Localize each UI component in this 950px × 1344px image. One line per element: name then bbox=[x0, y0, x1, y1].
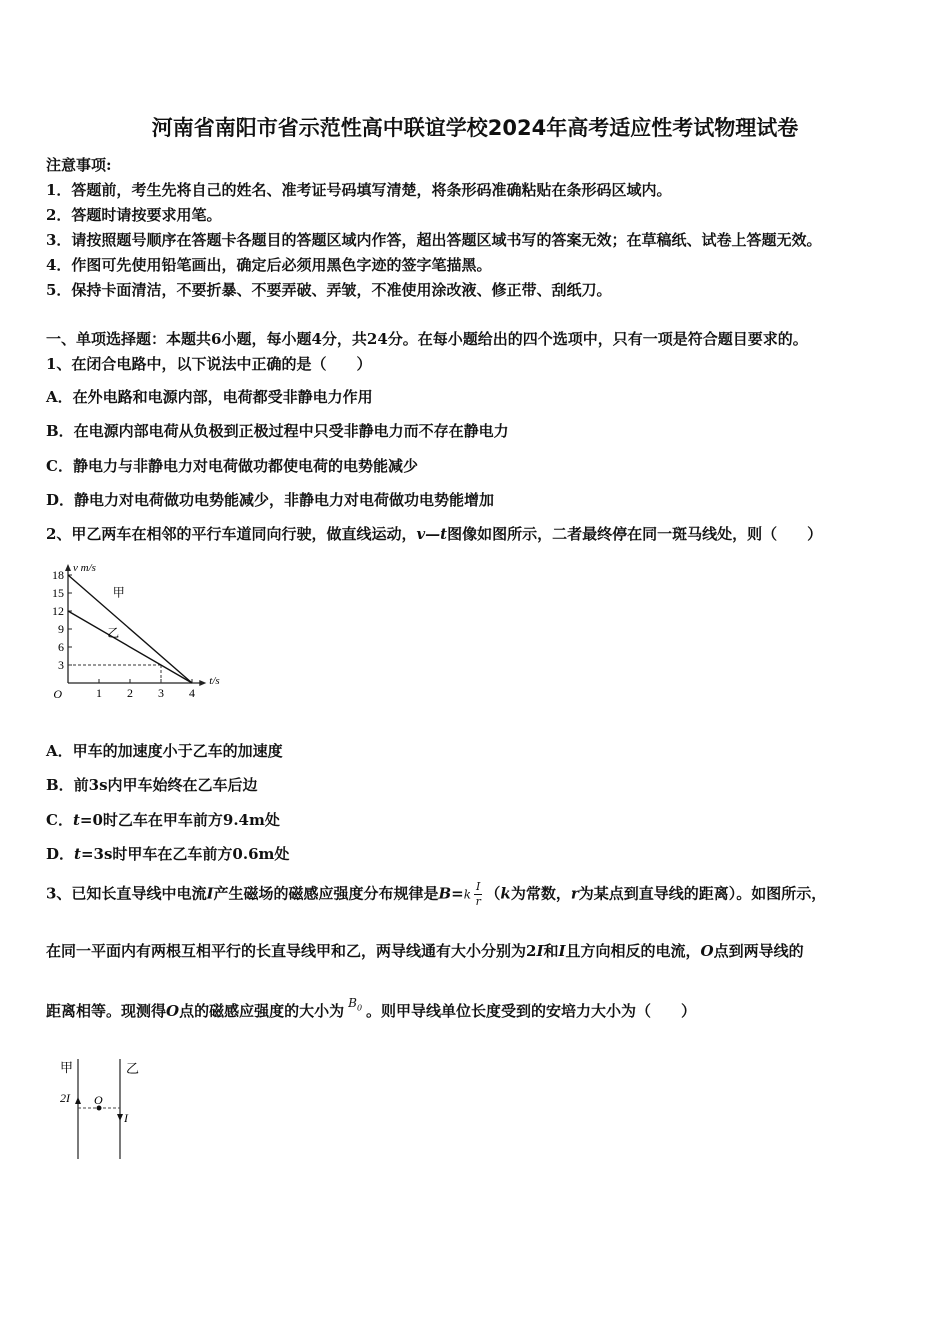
y-tick-label: 15 bbox=[52, 586, 64, 600]
fraction-I-over-r: $\frac{I}{r}$ bbox=[475, 880, 481, 908]
y-tick-label: 12 bbox=[52, 604, 64, 618]
question-3-line-2: 在同一平面内有两根互相平行的长直导线甲和乙，两导线通有大小分别为2I和I且方向相反的电流，O点到两导线的 bbox=[46, 942, 804, 960]
arrow-down-icon bbox=[117, 1114, 123, 1121]
vt-chart bbox=[44, 553, 234, 703]
series-line-jia bbox=[68, 575, 192, 683]
question-2-option-d: D．t=3s时甲车在乙车前方0.6m处 bbox=[46, 845, 290, 863]
x-tick-label: 3 bbox=[158, 686, 164, 700]
question-2-option-b: B．前3s内甲车始终在乙车后边 bbox=[46, 776, 258, 794]
x-tick-label: 2 bbox=[127, 686, 133, 700]
origin-label: O bbox=[53, 687, 62, 701]
y-axis-arrow-icon bbox=[65, 564, 71, 571]
y-tick-label: 3 bbox=[58, 658, 64, 672]
y-tick-label: 6 bbox=[58, 640, 64, 654]
question-2-stem: 2、甲乙两车在相邻的平行车道同向行驶，做直线运动，v—t图像如图所示，二者最终停在同一斑马线处，则（ ） bbox=[46, 525, 823, 543]
question-1-option-d: D．静电力对电荷做功电势能减少，非静电力对电荷做功电势能增加 bbox=[46, 491, 495, 509]
series-label: 甲 bbox=[112, 585, 125, 600]
notice-item: 3．请按照题号顺序在答题卡各题目的答题区域内作答，超出答题区域书写的答案无效；在草稿纸、试卷上答题无效。 bbox=[46, 231, 822, 249]
question-1-option-c: C．静电力与非静电力对电荷做功都使电荷的电势能减少 bbox=[46, 457, 418, 475]
notice-item: 1．答题前，考生先将自己的姓名、准考证号码填写清楚，将条形码准确粘贴在条形码区域内。 bbox=[46, 181, 672, 199]
wires-figure bbox=[50, 1055, 160, 1165]
label-o: O bbox=[94, 1093, 103, 1107]
b0-symbol: $B_0$ bbox=[348, 996, 363, 1013]
y-tick-label: 9 bbox=[58, 622, 64, 636]
notice-item: 2．答题时请按要求用笔。 bbox=[46, 206, 222, 224]
label-jia: 甲 bbox=[60, 1060, 74, 1075]
arrow-up-icon bbox=[75, 1097, 81, 1104]
question-1-option-a: A．在外电路和电源内部，电荷都受非静电力作用 bbox=[46, 388, 373, 406]
question-1-option-b: B．在电源内部电荷从负极到正极过程中只受非静电力而不存在静电力 bbox=[46, 422, 509, 440]
x-tick-label: 1 bbox=[96, 686, 102, 700]
x-axis-arrow-icon bbox=[199, 680, 206, 686]
y-axis-label: v m/s bbox=[73, 562, 96, 574]
question-3-line-1: 3、已知长直导线中电流I产生磁场的磁感应强度分布规律是B=k $\frac{I}{r}$ （k为常数，r为某点到直导线的距离）。如图所示， bbox=[46, 880, 827, 908]
notice-heading: 注意事项: bbox=[46, 156, 112, 174]
question-3-line-3: 距离相等。现测得O点的磁感应强度的大小为 $B_0$ 。则甲导线单位长度受到的安培力大小为（ ） bbox=[46, 996, 697, 1020]
question-2-option-a: A．甲车的加速度小于乙车的加速度 bbox=[46, 742, 283, 760]
x-tick-label: 4 bbox=[189, 686, 195, 700]
series-label: 乙 bbox=[107, 625, 120, 640]
x-axis-label: t/s bbox=[209, 675, 220, 687]
question-2-option-c: C．t=0时乙车在甲车前方9.4m处 bbox=[46, 811, 280, 829]
series-line-yi bbox=[68, 611, 192, 683]
question-1-stem: 1、在闭合电路中，以下说法中正确的是（ ） bbox=[46, 355, 372, 373]
label-yi: 乙 bbox=[126, 1061, 140, 1076]
y-tick-label: 18 bbox=[52, 568, 64, 582]
section-heading: 一、单项选择题：本题共6小题，每小题4分，共24分。在每小题给出的四个选项中，只有一项是符合题目要求的。 bbox=[46, 330, 808, 348]
notice-item: 4．作图可先使用铅笔画出，确定后必须用黑色字迹的签字笔描黑。 bbox=[46, 256, 492, 274]
page-title: 河南省南阳市省示范性高中联谊学校2024年高考适应性考试物理试卷 bbox=[151, 116, 799, 140]
notice-item: 5．保持卡面清洁，不要折暴、不要弄破、弄皱，不准使用涂改液、修正带、刮纸刀。 bbox=[46, 281, 612, 299]
label-i: I bbox=[124, 1111, 128, 1125]
label-2i: 2I bbox=[60, 1091, 70, 1105]
